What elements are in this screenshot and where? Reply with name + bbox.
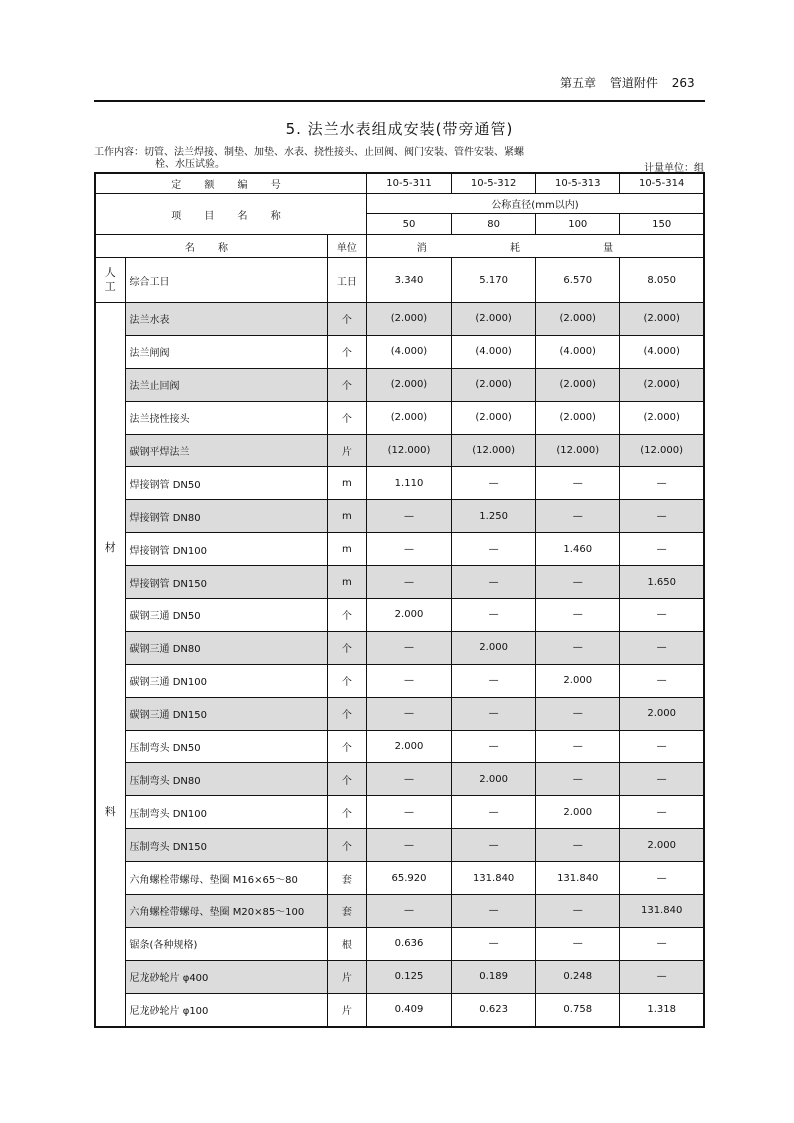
material-value: 2.000 <box>452 631 536 664</box>
chapter-label: 第五章 <box>560 76 597 90</box>
material-name: 法兰止回阀 <box>125 368 327 401</box>
material-value: (2.000) <box>452 303 536 336</box>
material-name: 焊接钢管 DN150 <box>125 566 327 599</box>
material-value: 0.409 <box>366 993 451 1026</box>
labor-category-char: 工 <box>104 280 116 293</box>
material-value: 0.758 <box>536 993 620 1026</box>
material-name: 压制弯头 DN80 <box>125 763 327 796</box>
material-row <box>95 664 704 697</box>
material-row <box>95 927 704 960</box>
material-row <box>95 401 704 434</box>
material-value: (4.000) <box>452 335 536 368</box>
material-value: 0.248 <box>536 960 620 993</box>
material-value: — <box>536 599 620 632</box>
material-value: — <box>366 664 451 697</box>
material-unit: 个 <box>327 335 366 368</box>
material-value: — <box>452 664 536 697</box>
material-row <box>95 829 704 862</box>
material-name: 碳钢三通 DN80 <box>125 631 327 664</box>
material-value: 2.000 <box>452 763 536 796</box>
work-content-line-1: 工作内容：切管、法兰焊接、制垫、加垫、水表、挠性接头、止回阀、阀门安装、管件安装、紧螺 <box>94 147 524 158</box>
diameter-cell: 150 <box>620 214 704 235</box>
material-row <box>95 862 704 895</box>
material-value: (2.000) <box>620 303 704 336</box>
material-value: — <box>620 500 704 533</box>
material-value: — <box>366 631 451 664</box>
material-row <box>95 763 704 796</box>
material-value: — <box>366 566 451 599</box>
diameter-cell: 100 <box>536 214 620 235</box>
material-value: 0.189 <box>452 960 536 993</box>
material-unit: 根 <box>327 927 366 960</box>
material-value: 131.840 <box>452 862 536 895</box>
material-value: — <box>536 500 620 533</box>
material-value: — <box>366 829 451 862</box>
labor-value: 5.170 <box>452 258 536 303</box>
material-value: 131.840 <box>620 895 704 928</box>
labor-unit: 工日 <box>327 258 366 303</box>
material-unit: 个 <box>327 599 366 632</box>
material-value: — <box>452 927 536 960</box>
unit-label: 单位 <box>327 235 366 258</box>
work-content <box>94 147 705 171</box>
material-row <box>95 697 704 730</box>
material-value: 1.318 <box>620 993 704 1026</box>
material-value: — <box>536 730 620 763</box>
material-value: (2.000) <box>536 401 620 434</box>
material-name: 六角螺栓带螺母、垫圈 M16×65～80 <box>125 862 327 895</box>
material-row <box>95 993 704 1026</box>
material-value: — <box>620 927 704 960</box>
material-value: (2.000) <box>536 303 620 336</box>
material-value: — <box>366 895 451 928</box>
material-unit: 片 <box>327 993 366 1026</box>
material-name: 碳钢三通 DN100 <box>125 664 327 697</box>
material-value: (12.000) <box>366 434 451 467</box>
material-value: 2.000 <box>620 829 704 862</box>
labor-value: 3.340 <box>366 258 451 303</box>
material-value: 1.650 <box>620 566 704 599</box>
material-value: — <box>366 796 451 829</box>
material-unit: 个 <box>327 368 366 401</box>
material-row <box>95 434 704 467</box>
code-cell: 10-5-314 <box>620 173 704 194</box>
material-value: (12.000) <box>620 434 704 467</box>
material-value: — <box>620 862 704 895</box>
material-value: — <box>452 829 536 862</box>
material-value: — <box>452 730 536 763</box>
quota-code-row <box>95 173 704 194</box>
material-value: — <box>620 599 704 632</box>
labor-name: 综合工日 <box>125 258 327 303</box>
material-value: — <box>620 796 704 829</box>
material-value: 0.636 <box>366 927 451 960</box>
labor-row <box>95 258 704 303</box>
material-value: (2.000) <box>452 401 536 434</box>
material-value: 1.110 <box>366 467 451 500</box>
material-row <box>95 599 704 632</box>
material-value: — <box>366 500 451 533</box>
material-value: (4.000) <box>620 335 704 368</box>
material-value: — <box>536 697 620 730</box>
material-unit: 片 <box>327 434 366 467</box>
material-name: 压制弯头 DN150 <box>125 829 327 862</box>
material-name: 压制弯头 DN50 <box>125 730 327 763</box>
material-unit: 套 <box>327 862 366 895</box>
material-name: 焊接钢管 DN80 <box>125 500 327 533</box>
material-unit: 个 <box>327 829 366 862</box>
material-value: (12.000) <box>452 434 536 467</box>
material-value: — <box>536 895 620 928</box>
material-value: (2.000) <box>452 368 536 401</box>
material-value: — <box>620 730 704 763</box>
material-name: 碳钢平焊法兰 <box>125 434 327 467</box>
diameter-cell: 80 <box>452 214 536 235</box>
code-cell: 10-5-311 <box>366 173 451 194</box>
column-header-row <box>95 235 704 258</box>
name-label: 名 称 <box>95 235 327 258</box>
material-name: 六角螺栓带螺母、垫圈 M20×85～100 <box>125 895 327 928</box>
material-value: (4.000) <box>366 335 451 368</box>
material-value: 131.840 <box>536 862 620 895</box>
material-value: — <box>452 796 536 829</box>
material-name: 法兰挠性接头 <box>125 401 327 434</box>
material-value: 1.460 <box>536 533 620 566</box>
item-label: 项 目 名 称 <box>95 194 366 235</box>
material-value: — <box>452 467 536 500</box>
material-value: — <box>366 533 451 566</box>
material-value: — <box>366 763 451 796</box>
material-row <box>95 730 704 763</box>
quota-table <box>94 172 705 1028</box>
material-value: — <box>452 599 536 632</box>
diameter-cell: 50 <box>366 214 451 235</box>
material-value: 2.000 <box>620 697 704 730</box>
material-value: (4.000) <box>536 335 620 368</box>
material-name: 压制弯头 DN100 <box>125 796 327 829</box>
material-category-char: 料 <box>104 805 116 818</box>
diameter-label: 公称直径(mm以内) <box>366 194 704 214</box>
material-value: 2.000 <box>536 664 620 697</box>
material-name: 碳钢三通 DN150 <box>125 697 327 730</box>
material-unit: 套 <box>327 895 366 928</box>
material-value: 1.250 <box>452 500 536 533</box>
material-unit: m <box>327 533 366 566</box>
header-rule <box>94 100 705 102</box>
material-value: (2.000) <box>366 303 451 336</box>
code-cell: 10-5-312 <box>452 173 536 194</box>
material-value: — <box>620 960 704 993</box>
material-row <box>95 796 704 829</box>
work-content-line-2: 栓、水压试验。 <box>155 159 225 170</box>
material-unit: m <box>327 467 366 500</box>
material-value: (2.000) <box>620 401 704 434</box>
running-header <box>560 74 700 91</box>
material-value: — <box>536 829 620 862</box>
material-value: (2.000) <box>536 368 620 401</box>
material-value: 2.000 <box>366 730 451 763</box>
material-unit: 个 <box>327 631 366 664</box>
material-row <box>95 303 704 336</box>
material-unit: 个 <box>327 730 366 763</box>
page-number: 263 <box>671 76 695 90</box>
material-row <box>95 368 704 401</box>
material-row <box>95 533 704 566</box>
material-value: 2.000 <box>536 796 620 829</box>
section-label: 管道附件 <box>609 76 658 90</box>
material-unit: m <box>327 566 366 599</box>
material-row <box>95 895 704 928</box>
material-name: 焊接钢管 DN100 <box>125 533 327 566</box>
material-row <box>95 335 704 368</box>
material-value: — <box>452 533 536 566</box>
page-title: 5. 法兰水表组成安装(带旁通管) <box>285 120 514 138</box>
material-name: 尼龙砂轮片 φ100 <box>125 993 327 1026</box>
material-row <box>95 960 704 993</box>
material-value: — <box>366 697 451 730</box>
material-row <box>95 566 704 599</box>
material-value: — <box>620 467 704 500</box>
material-value: — <box>536 467 620 500</box>
labor-category <box>95 258 125 303</box>
material-value: (2.000) <box>366 401 451 434</box>
diameter-header-row <box>95 194 704 214</box>
material-category <box>95 303 125 1027</box>
material-name: 尼龙砂轮片 φ400 <box>125 960 327 993</box>
material-name: 锯条(各种规格) <box>125 927 327 960</box>
material-value: (2.000) <box>620 368 704 401</box>
unit-note: 计量单位：组 <box>644 163 704 174</box>
material-unit: 个 <box>327 401 366 434</box>
material-value: — <box>536 566 620 599</box>
material-value: — <box>536 631 620 664</box>
material-value: 0.623 <box>452 993 536 1026</box>
material-value: — <box>536 763 620 796</box>
material-unit: 片 <box>327 960 366 993</box>
material-unit: 个 <box>327 664 366 697</box>
quota-label: 定 额 编 号 <box>95 173 366 194</box>
material-value: — <box>620 631 704 664</box>
material-value: — <box>620 533 704 566</box>
material-row <box>95 467 704 500</box>
material-value: — <box>452 895 536 928</box>
material-name: 法兰水表 <box>125 303 327 336</box>
material-name: 法兰闸阀 <box>125 335 327 368</box>
material-value: — <box>452 697 536 730</box>
material-value: — <box>620 664 704 697</box>
material-name: 碳钢三通 DN50 <box>125 599 327 632</box>
material-value: — <box>620 763 704 796</box>
material-unit: 个 <box>327 763 366 796</box>
labor-category-char: 人 <box>104 266 116 279</box>
labor-value: 6.570 <box>536 258 620 303</box>
material-value: (2.000) <box>366 368 451 401</box>
material-unit: 个 <box>327 697 366 730</box>
material-category-char: 材 <box>104 541 116 554</box>
consume-label: 消 耗 量 <box>366 235 704 258</box>
material-value: — <box>536 927 620 960</box>
material-row <box>95 500 704 533</box>
material-unit: 个 <box>327 303 366 336</box>
material-value: 65.920 <box>366 862 451 895</box>
code-cell: 10-5-313 <box>536 173 620 194</box>
labor-value: 8.050 <box>620 258 704 303</box>
material-unit: 个 <box>327 796 366 829</box>
material-unit: m <box>327 500 366 533</box>
material-value: 2.000 <box>366 599 451 632</box>
material-value: — <box>452 566 536 599</box>
material-row <box>95 631 704 664</box>
material-name: 焊接钢管 DN50 <box>125 467 327 500</box>
material-value: 0.125 <box>366 960 451 993</box>
material-value: (12.000) <box>536 434 620 467</box>
